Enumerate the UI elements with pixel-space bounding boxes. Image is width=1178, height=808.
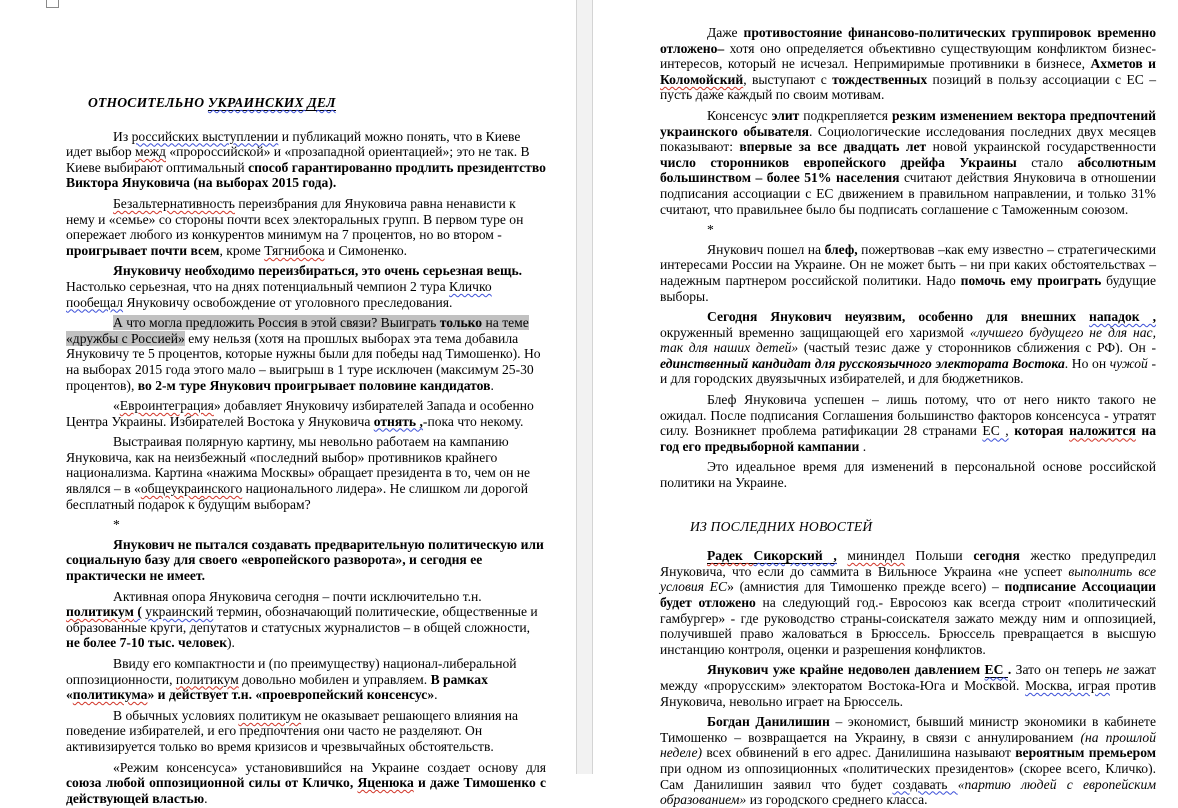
text-run: блеф, <box>824 241 858 257</box>
text-run: -пока что некому. <box>422 413 524 429</box>
para-invulnerable <box>660 309 1156 387</box>
text-run: Настолько серьезная, что на днях потенциальный чемпион 2 тура <box>66 278 450 294</box>
text-run: политикум <box>238 707 302 723</box>
text-run: считают действия Януковича в отношении подписания ассоциации с ЕС движением в правильном направлении, и только 31% считают, что правильнее было бы подписать соглашение с Таможенным союзом. <box>660 170 1157 217</box>
para-consensus-regime <box>66 760 546 807</box>
text-run: Безальтернативность <box>113 195 235 211</box>
text-run: способ гарантированно продлить президентство Виктора Януковича (на выборах 2015 года). <box>66 159 546 191</box>
text-run: Богдан Данилишин <box>707 714 830 730</box>
page-1-content <box>66 95 546 806</box>
text-run: Ахметов и <box>1090 56 1156 72</box>
text-run: будущие выборы. <box>660 272 1157 304</box>
document-page-2[interactable] <box>593 0 1178 808</box>
text-run: на следующий год.- Евросоюз как всегда строит «политический гамбургер» - где руководство страны-соискателя зажато между ним и оппозицией, получившей право жаловаться в Брюссель. Брюссель превращается в высшую инстанцию контроля, оценки и разрешения конфликтов. <box>660 595 1157 657</box>
text-run: Кличко пообещал <box>66 278 492 310</box>
text-run: и Симоненко. <box>324 242 408 258</box>
text-run: Москва, играя <box>1025 677 1110 693</box>
document-page-1[interactable] <box>0 0 576 806</box>
para-politikum-def <box>66 589 546 651</box>
para-danylyshyn <box>660 714 1156 808</box>
text-run: межд <box>135 144 166 160</box>
text-run: при одном из оппозиционных «политических президентов» (скорее всего, Кличко). Сам Данилишин заявил что будет <box>660 760 1156 792</box>
para-star-left <box>66 517 546 533</box>
text-run: – экономист, бывший министр экономики в кабинете Тимошенко – возвращается на Украину, в связи с аннулированием <box>660 714 1156 745</box>
text-run: « <box>113 398 120 414</box>
text-run: Тягнибока <box>264 242 325 258</box>
para-star-right <box>660 222 1156 238</box>
text-run: » добавляет Януковичу избирателей Запада и особенно Центра Украины. Избирателей Востока у Януковича <box>66 398 534 429</box>
text-run: сегодня <box>973 548 1020 564</box>
text-run: Янукович пошел на <box>707 241 825 257</box>
para-ideal-time <box>660 459 1156 490</box>
text-run: из городского среднего класса. <box>746 792 928 808</box>
text-run: подкрепляется <box>799 107 892 123</box>
text-run: и даже Тимошенко с действующей властью <box>66 775 547 806</box>
text-run <box>837 548 848 563</box>
text-run: (на прошлой неделе) <box>660 729 1156 761</box>
text-run: » (амнистия для Тимошенко прежде всего) – <box>727 579 1005 595</box>
text-run: украинский <box>145 604 214 620</box>
text-run: резким изменением вектора предпочтений украинского обывателя <box>660 107 1156 139</box>
text-run: российских выступлении <box>131 128 279 144</box>
text-run: ( <box>133 604 142 620</box>
text-run: Из <box>113 128 132 144</box>
text-run: , выступают с <box>743 71 833 87</box>
para-eurointegration <box>66 398 546 429</box>
text-run: . <box>1007 662 1012 678</box>
text-run: » и действует т.н. «проевропейский консенсус» <box>147 687 435 703</box>
text-run: ЕС , <box>982 423 1009 439</box>
text-run: окруженный временно защищающей его харизмой <box>660 324 970 340</box>
text-run: «пророссийской» и «прозападной ориентацией»; это не так. В Киеве выбирают оптимальный <box>66 144 530 175</box>
text-run: не <box>1106 662 1120 678</box>
para-sikorski <box>660 548 1156 657</box>
text-run: тождественных <box>832 71 928 87</box>
text-run: Ввиду его компактности и (по преимуществу) национал-либеральной оппозиционности, <box>66 656 517 687</box>
text-run: нападок , <box>1089 309 1157 325</box>
text-run: подписание Ассоциации будет отложено <box>660 579 1156 610</box>
text-run: помочь ему проиграть <box>960 272 1102 288</box>
text-run: политикума <box>72 687 148 703</box>
text-run: Сикорский , <box>753 548 837 564</box>
text-run: А что могла предложить Россия в этой связи? Выиграть <box>113 315 440 331</box>
text-run: «партию людей с европейским образованием» <box>660 776 1156 808</box>
text-run: Выстраивая полярную картину, мы невольно работаем на кампанию Януковича, как на неизбежный «последний выбор» противников крайнего национализма. Картина «нажима Москвы» обращает президента в то, чем он не являлся – в « <box>66 434 531 497</box>
para-consensus-elit <box>660 108 1156 217</box>
text-run: * <box>707 222 714 238</box>
text-run: против Януковича, невольно играет на Брюссель. <box>660 677 1156 709</box>
page-2-content <box>660 25 1156 808</box>
text-run: ИЗ ПОСЛЕДНИХ НОВОСТЕЙ <box>690 518 873 534</box>
text-run: не более 7-10 тыс. человек <box>66 635 228 651</box>
text-run: Активная опора Януковича сегодня – почти исключительно т.н. <box>113 588 482 604</box>
text-run: . <box>204 790 208 806</box>
text-run: создавать <box>892 776 958 792</box>
text-run: ). <box>227 635 235 651</box>
text-run: хотя оно определяется объективно существующим конфликтом бизнес-интересов, который не исчезал. Непримиримые противники в бизнесе, <box>660 40 1156 72</box>
text-run: чужой <box>1109 355 1148 371</box>
text-run: пожертвовав –как ему известно – стратегическими интересами России на Украине. Он не может быть – ни при каких обстоятельствах – надежным партнером российской политики. Надо <box>660 241 1156 288</box>
text-run: ОТНОСИТЕЛЬНО <box>88 95 208 110</box>
para-pressure-eu <box>660 662 1156 709</box>
text-run: политикум <box>66 604 134 620</box>
text-run: наложится <box>1069 423 1136 439</box>
text-run: Янукович не пытался создавать предварительную политическую или социальную базу для своего «европейского разворота», и сегодня ее практически не имеет. <box>66 536 544 584</box>
text-run: Радек <box>707 548 754 564</box>
doc-title <box>66 95 546 111</box>
text-run: элит <box>771 107 800 123</box>
text-run: новой украинской государственности <box>926 139 1156 155</box>
text-run: вероятным премьером <box>1015 745 1157 761</box>
text-run: УКРАИНСКИХ ДЕЛ <box>207 95 336 110</box>
text-run: термин, обозначающий политические, общественные и образованные круги, депутатов и статусных журналистов – в общей сложности, <box>66 604 538 635</box>
text-run: . Но он <box>1064 355 1110 371</box>
text-run: на год его предвыборной кампании <box>660 423 1157 454</box>
text-run: проигрывает почти всем <box>66 242 220 258</box>
text-run: Даже <box>707 25 744 40</box>
text-run: Яценюка <box>357 775 414 791</box>
text-run: жестко предупредил Януковича, что если до саммита в Вильнюсе Украина «не успеет <box>660 548 1156 579</box>
text-run: Януковичу необходимо переизбираться, это очень серьезная вещь. <box>113 263 523 279</box>
para-politikum-influence <box>66 708 546 755</box>
text-run: Консенсус <box>707 107 772 123</box>
text-run: на теме «дружбы с Россией» <box>66 315 529 346</box>
text-run: . Социологические исследования последних двух месяцев показывают: <box>660 123 1156 155</box>
text-run: которая <box>1014 423 1070 439</box>
para-bezalternativnost <box>66 196 546 258</box>
section-heading-news <box>660 519 1156 535</box>
text-run: - и для городских двуязычных избирателей, и для бюджетников. <box>660 355 1156 387</box>
text-run: Евроинтеграция <box>119 398 214 414</box>
para-confrontation <box>660 25 1156 103</box>
text-run: В обычных условиях <box>113 707 239 723</box>
text-run: впервые за все двадцать лет <box>739 139 927 155</box>
para-polar-picture <box>66 434 546 512</box>
text-run: единственный кандидат для русскоязычного электората Востока <box>660 355 1065 371</box>
text-run: Коломойский <box>660 71 744 87</box>
text-run: «Режим консенсуса» установившийся на Украине создает основу для <box>113 759 546 775</box>
text-run: Зато он теперь <box>1011 662 1107 678</box>
object-anchor-marker <box>46 0 59 8</box>
text-run: союза любой оппозиционной силы от Кличко, <box>66 775 358 791</box>
text-run: . <box>490 377 494 393</box>
text-run: довольно мобилен и управляем. <box>238 671 431 687</box>
para-pereizbranie <box>66 263 546 310</box>
text-run: Сегодня Янукович неуязвим, особенно для внешних <box>707 309 1090 325</box>
text-run: не оказывает решающего влияния на поведение избирателей, и его предпочтения они часто не разделяют. Он активизируется только во время кризисов и чрезвычайных обстоятельств. <box>66 707 519 754</box>
text-run: переизбрания для Януковича равна ненависти к нему и «семье» со стороны почти всех электоральных групп. В первом туре он опережает любого из конкурентов минимум на 7 процентов, но во втором - <box>66 195 524 243</box>
text-run: . <box>434 687 438 703</box>
text-run: выполнить все условия ЕС <box>660 563 1157 595</box>
text-run: ЕС <box>984 662 1008 678</box>
page-gutter <box>576 0 593 774</box>
text-run: зажат между «прорусским» электоратом Востока-Юга и Москвой. <box>660 662 1156 693</box>
text-run: (частый тезис даже у сторонников сближения с РФ). Он - <box>798 340 1156 356</box>
text-run: Янукович уже крайне недоволен давлением <box>707 662 985 678</box>
text-run: национального лидера». Не слишком ли дорогой бесплатный подарок к будущим выборам? <box>66 481 528 512</box>
para-russia-offer <box>66 315 546 393</box>
text-run: «лучшего будущего не для нас, так для наших детей» <box>660 324 1156 356</box>
para-politikum-mobile <box>66 656 546 703</box>
text-run: ему нельзя (хотя на прошлых выборах эта тема добавила Януковичу те 5 процентов, которые нужны были для победы над Тимошенко). Но на выборах 2015 года этого мало – выигрыш в 1 туре исключен (максимум 25-30 процентов), <box>66 330 541 393</box>
text-run: во 2-м туре Янукович проигрывает половине кандидатов <box>137 377 491 393</box>
text-run: В рамках « <box>66 671 488 703</box>
text-run: политикум <box>175 671 239 687</box>
text-run: . <box>859 438 867 454</box>
para-kiev-choice <box>66 129 546 191</box>
text-run: и публикаций можно понять, что в Киеве идет выбор <box>66 128 521 160</box>
text-run: Польши <box>904 548 974 564</box>
para-bluff-success <box>660 392 1156 454</box>
text-run: абсолютным большинством – более 51% населения <box>660 154 1157 186</box>
text-run: * <box>113 517 120 533</box>
text-run: всех обвинений в его адрес. Данилишина называют <box>702 745 1016 761</box>
text-run: Это идеальное время для изменений в персональной основе российской политики на Украине. <box>660 459 1156 491</box>
text-run: число сторонников европейского дрейфа Украины <box>660 154 1017 170</box>
para-bluff <box>660 242 1156 304</box>
text-run: , кроме <box>219 242 265 258</box>
text-run: Блеф Януковича успешен – лишь потому, что от него никто такого не ожидал. После подписания Соглашения большинство факторов консенсуса - утратят силу. Возникнет проблема ратификации 28 странами <box>660 392 1156 439</box>
text-run: противостояние финансово-политических группировок временно отложено– <box>660 25 1156 56</box>
text-run: стало <box>1016 154 1078 170</box>
text-run: общеукраинского <box>140 481 243 497</box>
para-no-base <box>66 537 546 584</box>
text-run: только <box>439 315 483 331</box>
text-run: отнять , <box>373 413 423 429</box>
text-run: позиций в пользу ассоциации с ЕС – пусть даже каждый по своим мотивам. <box>660 71 1157 103</box>
text-run: мининдел <box>847 548 905 564</box>
text-run: Януковичу освобождение от уголовного преследования. <box>123 294 453 310</box>
